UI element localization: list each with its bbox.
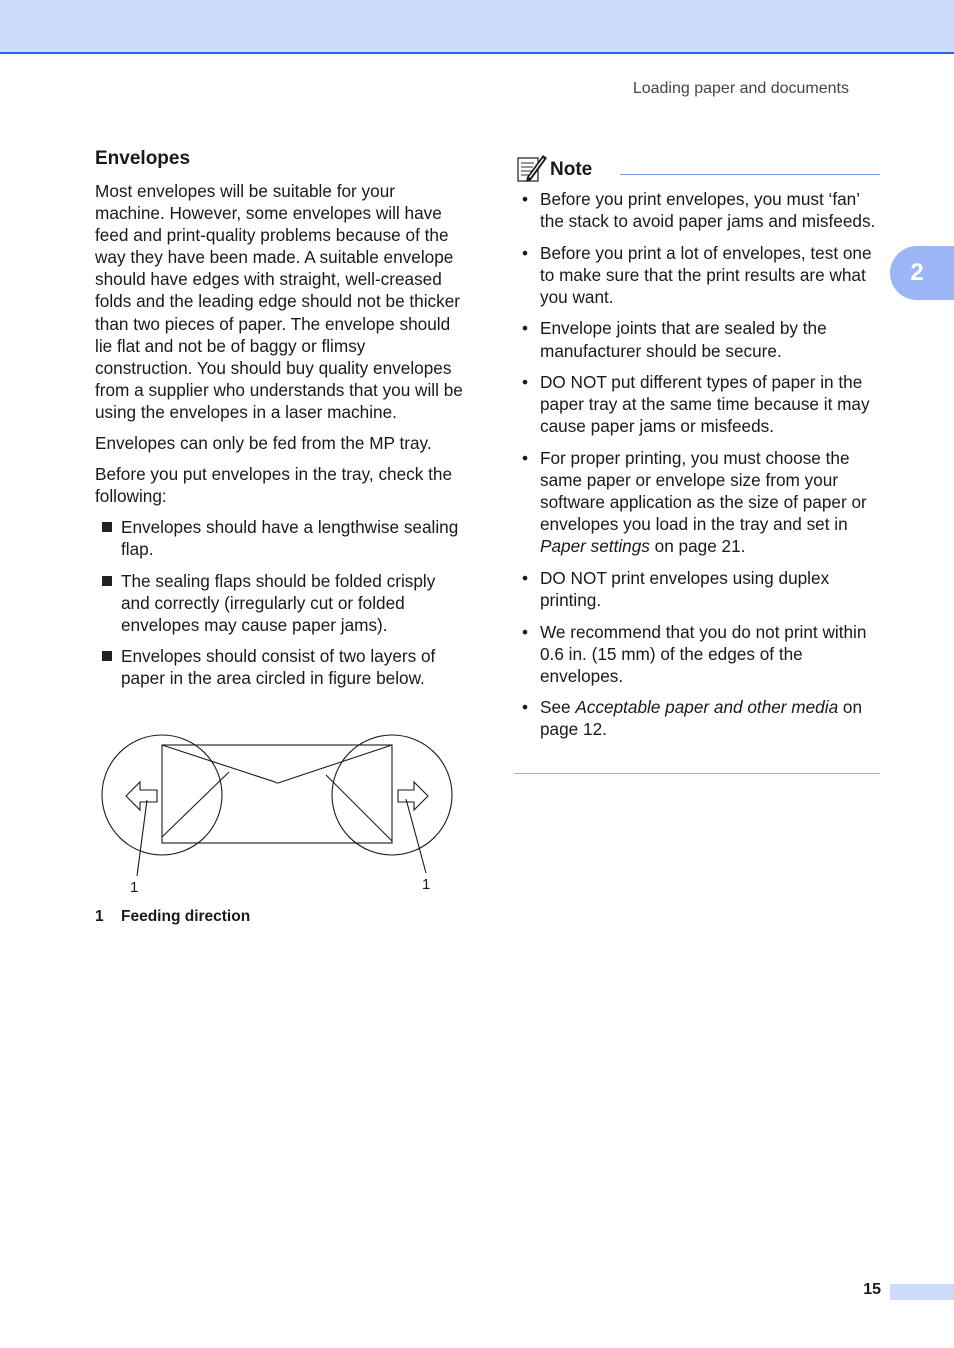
list-item	[95, 645, 463, 689]
bullet-dot-icon: •	[522, 372, 529, 393]
square-bullet-icon	[102, 522, 112, 532]
note-item-text	[540, 448, 867, 556]
note-pencil-icon	[516, 152, 548, 184]
check-paragraph: Before you put envelopes in the tray, check the following:	[95, 464, 453, 507]
note-item-text-after: on page 12.	[540, 697, 863, 740]
list-item	[514, 317, 880, 361]
list-item	[95, 570, 463, 636]
leader-line-right	[406, 799, 426, 873]
list-item-text: Envelopes should consist of two layers of paper in the area circled in figure below.	[121, 645, 436, 688]
list-item	[514, 447, 880, 557]
arrow-left-icon	[126, 782, 157, 810]
note-item-text: We recommend that you do not print within 0.6 in. (15 mm) of the edges of the envelopes.	[540, 621, 867, 686]
header-band	[0, 0, 954, 54]
note-item-text-before: See	[540, 697, 576, 718]
square-bullet-icon	[102, 576, 112, 586]
bullet-dot-icon: •	[522, 621, 529, 642]
list-item	[514, 621, 880, 687]
note-label: Note	[550, 159, 593, 180]
figure-caption	[95, 908, 250, 926]
paper-settings-link[interactable]: Paper settings	[540, 536, 650, 557]
list-item	[514, 188, 880, 232]
envelope-fold-left	[162, 772, 229, 837]
envelope-fold-right	[326, 775, 392, 841]
note-item-text: Before you print envelopes, you must ‘fan’ the stack to avoid paper jams and misfeeds.	[540, 189, 876, 232]
footer-band	[890, 1284, 954, 1300]
note-item-text: DO NOT print envelopes using duplex printing.	[540, 567, 830, 610]
leader-line-left	[137, 800, 147, 876]
bullet-dot-icon: •	[522, 697, 529, 718]
caption-text: Feeding direction	[121, 908, 251, 925]
envelope-figure	[95, 728, 465, 900]
list-item	[514, 567, 880, 611]
list-item-text: Envelopes should have a lengthwise sealing flap.	[121, 517, 459, 560]
list-item	[95, 516, 463, 560]
list-item	[514, 242, 880, 308]
intro-paragraph: Most envelopes will be suitable for your machine. However, some envelopes will have feed and print-quality problems because of the way they have been made. A suitable envelope should have edges with straight, well-creased folds and the leading edge should not be thicker than two pieces of paper. The envelope should lie flat and not be of baggy or flimsy construction. You should buy quality envelopes from a supplier who understands that you will be using the envelopes in a laser machine.	[95, 181, 463, 422]
note-item-text: Before you print a lot of envelopes, test one to make sure that the print results are what you want.	[540, 242, 872, 307]
envelopes-section	[95, 146, 463, 698]
envelope-outline	[162, 745, 392, 843]
mp-tray-paragraph: Envelopes can only be fed from the MP tray.	[95, 433, 432, 454]
note-list	[514, 188, 880, 741]
running-header: Loading paper and documents	[632, 80, 849, 97]
chapter-tab[interactable]	[890, 246, 954, 300]
list-item	[514, 371, 880, 437]
note-item-text-before: For proper printing, you must choose the same paper or envelope size from your software application as the size of paper or envelopes you load in the tray and set in	[540, 447, 867, 535]
bullet-dot-icon: •	[522, 189, 529, 209]
bullet-dot-icon: •	[522, 567, 529, 588]
arrow-right-icon	[398, 782, 428, 810]
bullet-dot-icon: •	[522, 242, 529, 263]
section-title: Envelopes	[95, 148, 191, 169]
caption-number: 1	[95, 908, 104, 925]
note-header-rule	[620, 174, 880, 175]
note-bottom-rule	[514, 773, 880, 774]
note-item-text-after: on page 21.	[649, 536, 746, 557]
list-item-text: The sealing flaps should be folded crisply and correctly (irregularly cut or folded envelopes may cause paper jams).	[121, 570, 436, 635]
note-item-text: Envelope joints that are sealed by the manufacturer should be secure.	[540, 318, 827, 361]
callout-left: 1	[130, 879, 139, 896]
page-number: 15	[863, 1281, 881, 1298]
note-header	[514, 152, 880, 186]
list-item	[514, 696, 880, 740]
note-item-text	[540, 697, 862, 739]
acceptable-paper-link[interactable]: Acceptable paper and other media	[575, 697, 839, 718]
bullet-dot-icon: •	[522, 447, 529, 468]
note-box	[514, 152, 880, 750]
envelope-flap	[162, 745, 392, 783]
square-bullet-icon	[102, 651, 112, 661]
bullet-dot-icon: •	[522, 318, 529, 339]
note-item-text: DO NOT put different types of paper in the paper tray at the same time because it may cause paper jams or misfeeds.	[540, 372, 870, 437]
chapter-number: 2	[910, 259, 924, 286]
checklist	[95, 516, 463, 689]
callout-right: 1	[422, 876, 431, 893]
